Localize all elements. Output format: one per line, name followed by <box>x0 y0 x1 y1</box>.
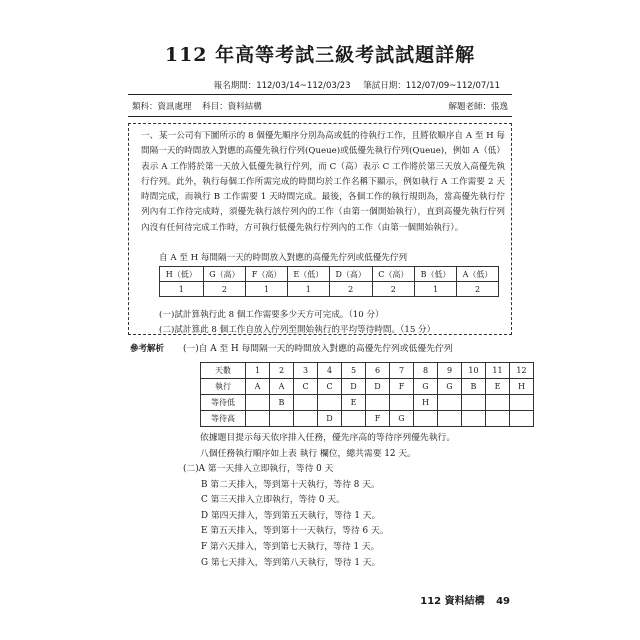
row-label: 等待低 <box>201 395 246 411</box>
day-cell: 8 <box>414 363 438 379</box>
job-cell: G（高） <box>203 267 246 282</box>
answer-explanation <box>200 431 455 462</box>
duration-cell: 1 <box>414 282 456 297</box>
question-table-caption: 自 A 至 H 每間隔一天的時間放入對應的高優先佇列或低優先佇列 <box>159 253 408 263</box>
question-text-block <box>141 129 505 236</box>
day-cell: 1 <box>246 363 270 379</box>
day-cell: 6 <box>366 363 390 379</box>
wait-low-cell: B <box>270 395 294 411</box>
wait-high-cell <box>462 411 486 427</box>
day-cell: 10 <box>462 363 486 379</box>
duration-row <box>160 282 499 297</box>
header-divider <box>128 94 512 95</box>
wait-high-cell: D <box>318 411 342 427</box>
subject-divider <box>128 116 512 117</box>
wait-low-cell <box>366 395 390 411</box>
wait-low-cell: H <box>414 395 438 411</box>
wait-high-cell <box>246 411 270 427</box>
answer-part2 <box>183 462 389 571</box>
duration-cell: 2 <box>203 282 246 297</box>
day-cell: 4 <box>318 363 342 379</box>
wait-high-row <box>201 411 534 427</box>
day-cell: 2 <box>270 363 294 379</box>
question-number: 一、 <box>141 131 159 141</box>
explanation-line: 依據題目提示每天依序排入任務，優先序高的等待序列優先執行。 <box>200 433 456 443</box>
schedule-table <box>200 362 534 427</box>
job-row <box>160 267 499 282</box>
wait-high-cell: F <box>366 411 390 427</box>
job-cell: H（低） <box>160 267 204 282</box>
row-label: 執行 <box>201 379 246 395</box>
job-cell: A（低） <box>457 267 499 282</box>
exec-cell: H <box>510 379 534 395</box>
wait-low-cell <box>510 395 534 411</box>
row-label: 等待高 <box>201 411 246 427</box>
wait-line: F 第六天排入，等到第七天執行，等待 1 天。 <box>201 541 380 552</box>
day-cell: 7 <box>390 363 414 379</box>
duration-cell: 1 <box>160 282 204 297</box>
exec-cell: G <box>438 379 462 395</box>
wait-low-cell <box>486 395 510 411</box>
subject-course: 科目：資料結構 <box>202 102 262 112</box>
wait-line: B 第二天排入，等到第十天執行，等待 8 天。 <box>201 479 380 490</box>
day-cell: 12 <box>510 363 534 379</box>
exec-cell: E <box>486 379 510 395</box>
question-box <box>128 123 512 335</box>
day-cell: 9 <box>438 363 462 379</box>
wait-high-cell <box>510 411 534 427</box>
exam-date: 筆試日期：112/07/09~112/07/11 <box>363 81 500 91</box>
job-cell: D（高） <box>329 267 372 282</box>
page-title: 112 年高等考試三級考試試題詳解 <box>164 44 476 66</box>
page-footer <box>420 592 510 607</box>
duration-cell: 1 <box>246 282 288 297</box>
exec-cell: G <box>414 379 438 395</box>
exam-meta <box>204 79 500 91</box>
wait-line: (二)A 第一天排入立即執行，等待 0 天 <box>183 464 334 474</box>
wait-low-cell <box>294 395 318 411</box>
job-cell: B（低） <box>414 267 456 282</box>
subject-teacher: 解題老師：張逸 <box>448 102 508 112</box>
day-cell: 5 <box>342 363 366 379</box>
explanation-line: 八個任務執行順序如上表 執行 欄位，總共需要 12 天。 <box>200 448 416 459</box>
exec-cell: D <box>366 379 390 395</box>
sub-question-2: (二)試計算此 8 個工作自放入佇列至開始執行的平均等待時間。（15 分） <box>159 325 436 335</box>
day-cell: 3 <box>294 363 318 379</box>
wait-low-row <box>201 395 534 411</box>
wait-high-cell <box>342 411 366 427</box>
wait-low-cell <box>318 395 342 411</box>
sub-questions <box>159 308 435 338</box>
subject-category: 類科：資訊處理 <box>132 102 192 112</box>
exec-cell: C <box>294 379 318 395</box>
exec-row <box>201 379 534 395</box>
exec-cell: D <box>342 379 366 395</box>
job-cell: F（高） <box>246 267 288 282</box>
footer-book: 112 資料結構 <box>420 596 485 607</box>
wait-line: G 第七天排入，等到第八天執行，等待 1 天。 <box>201 557 381 568</box>
wait-line: C 第三天排入立即執行，等待 0 天。 <box>201 495 345 506</box>
job-cell: C（高） <box>372 267 414 282</box>
answer-part1-title: (一)自 A 至 H 每間隔一天的時間放入對應的高優先佇列或低優先佇列 <box>183 344 453 354</box>
wait-high-cell <box>414 411 438 427</box>
duration-cell: 2 <box>457 282 499 297</box>
subject-line <box>132 100 508 112</box>
wait-low-cell <box>246 395 270 411</box>
registration-period: 報名期間：112/03/14~112/03/23 <box>213 81 351 91</box>
wait-low-cell: E <box>342 395 366 411</box>
wait-high-cell <box>486 411 510 427</box>
answer-label: 參考解析 <box>130 344 165 354</box>
exec-cell: A <box>246 379 270 395</box>
wait-low-cell <box>438 395 462 411</box>
wait-low-cell <box>390 395 414 411</box>
duration-cell: 2 <box>372 282 414 297</box>
duration-cell: 1 <box>287 282 329 297</box>
wait-low-cell <box>462 395 486 411</box>
row-label: 天數 <box>201 363 246 379</box>
days-row <box>201 363 534 379</box>
duration-cell: 2 <box>329 282 372 297</box>
question-text: 某一公司有下圖所示的 8 個優先順序分別為高或低的待執行工作，且將依順序自 A 至 H 每間隔一天的時間放入對應的高優先執行佇列(Queue)或低優先執行佇列(Queue)，例如 A（低）表示 A 工作將於第一天放入低優先執行佇列，而 C（高）表示 C 工作將於第三天放入高優先執行佇列。此外，執行每個工作所需完成的時間均於工作名稱下顯示，例如執行 A 工作需要 2 天時間完成，而執行 B 工作需要 1 天時間完成。最後，各個工作的執行規則為，當高優先執行佇列內有工作待完成時，須優先執行該佇列內的工作（由第一個開始執行），直到高優先執行佇列內沒有任何待完成工作時，方可執行低優先執行佇列內的工作（由第一個開始執行）。 <box>141 131 505 233</box>
exec-cell: C <box>318 379 342 395</box>
exec-cell: A <box>270 379 294 395</box>
job-cell: E（低） <box>287 267 329 282</box>
sub-question-1: (一)試計算執行此 8 個工作需要多少天方可完成。（10 分） <box>159 310 384 320</box>
page-number: 49 <box>496 596 510 607</box>
exec-cell: F <box>390 379 414 395</box>
wait-high-cell <box>294 411 318 427</box>
wait-high-cell <box>270 411 294 427</box>
job-table <box>159 266 499 297</box>
day-cell: 11 <box>486 363 510 379</box>
wait-line: D 第四天排入，等到第五天執行，等待 1 天。 <box>201 510 381 521</box>
exec-cell: B <box>462 379 486 395</box>
wait-high-cell: G <box>390 411 414 427</box>
wait-high-cell <box>438 411 462 427</box>
wait-line: E 第五天排入，等到第十一天執行，等待 6 天。 <box>201 526 389 537</box>
